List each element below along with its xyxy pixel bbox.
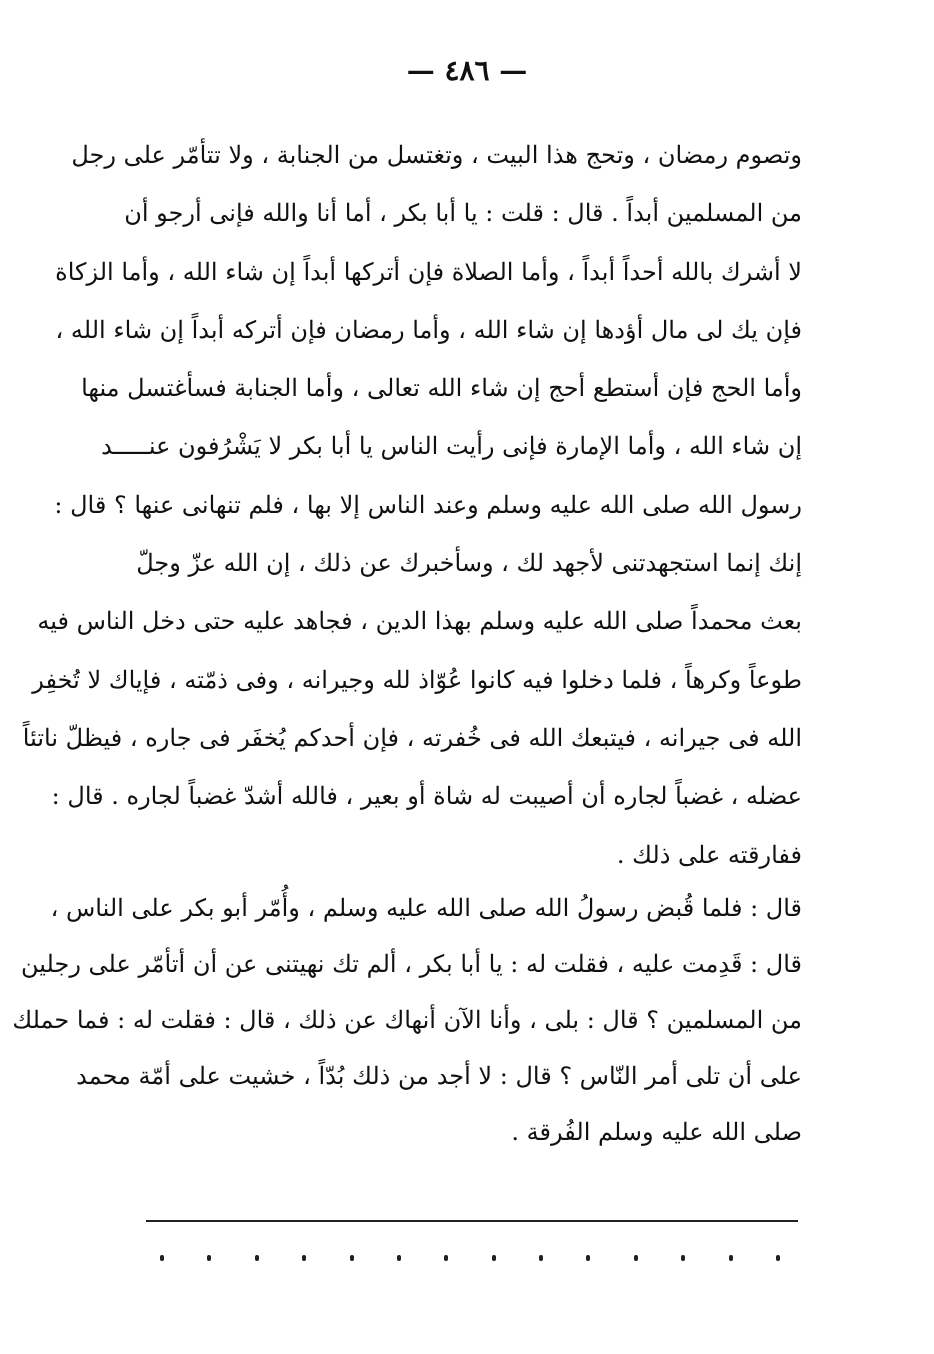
footer-rule (146, 1220, 798, 1222)
footer-dot (444, 1255, 448, 1261)
footer-dot-row (160, 1248, 780, 1268)
text-line: صلى الله عليه وسلم الفُرقة . (511, 1118, 802, 1146)
text-line: الله فى جيرانه ، فيتبعك الله فى خُفرته ، فإن أحدكم يُخفَر فى جاره ، فيظلّ ناتئاً (22, 723, 802, 752)
text-line: لا أشرك بالله أحداً أبداً ، وأما الصلاة فإن أتركها أبداً إن شاء الله ، وأما الزكاة (55, 257, 802, 286)
page-number: — ٤٨٦ — (406, 54, 528, 87)
text-line: وأما الحج فإن أستطع أحج إن شاء الله تعالى ، وأما الجنابة فسأغتسل منها (81, 374, 802, 403)
footer-dot (586, 1255, 590, 1261)
text-line: طوعاً وكرهاً ، فلما دخلوا فيه كانوا عُوّاذ لله وجيرانه ، وفى ذمّته ، فإياك لا تُخفِر (32, 665, 802, 694)
text-line: إن شاء الله ، وأما الإمارة فإنى رأيت الناس يا أبا بكر لا يَشْرُفون عنـــــد (101, 432, 802, 461)
footer-dot (160, 1255, 164, 1261)
text-line: ففارقته على ذلك . (616, 840, 802, 869)
paragraph-2 (12, 880, 802, 1160)
paragraph-1 (22, 126, 802, 884)
text-line: قال : قَدِمت عليه ، فقلت له : يا أبا بكر ، ألم تك نهيتنى عن أن أتأمّر على رجلين (21, 950, 802, 978)
text-line: على أن تلى أمر النّاس ؟ قال : لا أجد من ذلك بُدّاً ، خشيت على أمّة محمد (76, 1062, 802, 1090)
footer-dot (207, 1255, 211, 1261)
footer-dot (350, 1255, 354, 1261)
text-line: رسول الله صلى الله عليه وسلم وعند الناس إلا بها ، فلم تنهانى عنها ؟ قال : (54, 490, 802, 519)
footer-dot (397, 1255, 401, 1261)
footer-dot (255, 1255, 259, 1261)
footer-dot (302, 1255, 306, 1261)
footer-dot (539, 1255, 543, 1261)
footer-dot (729, 1255, 733, 1261)
text-line: عضله ، غضباً لجاره أن أصيبت له شاة أو بعير ، فالله أشدّ غضباً لجاره . قال : (51, 782, 802, 811)
text-line: من المسلمين أبداً . قال : قلت : يا أبا بكر ، أما أنا والله فإنى أرجو أن (124, 199, 802, 228)
text-line: وتصوم رمضان ، وتحج هذا البيت ، وتغتسل من الجنابة ، ولا تتأمّر على رجل (71, 141, 802, 169)
text-line: إنك إنما استجهدتنى لأجهد لك ، وسأخبرك عن ذلك ، إن الله عزّ وجلّ (136, 549, 802, 578)
footer-dot (776, 1255, 780, 1261)
text-line: قال : فلما قُبض رسولُ الله صلى الله عليه وسلم ، وأُمّر أبو بكر على الناس ، (50, 894, 802, 922)
text-line: فإن يك لى مال أؤدها إن شاء الله ، وأما رمضان فإن أتركه أبداً إن شاء الله ، (55, 315, 802, 344)
footer-dot (492, 1255, 496, 1261)
footer-dot (634, 1255, 638, 1261)
text-line: بعث محمداً صلى الله عليه وسلم بهذا الدين ، فجاهد عليه حتى دخل الناس فيه (37, 607, 802, 636)
text-line: من المسلمين ؟ قال : بلى ، وأنا الآن أنهاك عن ذلك ، قال : فقلت له : فما حملك (12, 1006, 802, 1034)
footer-dot (681, 1255, 685, 1261)
